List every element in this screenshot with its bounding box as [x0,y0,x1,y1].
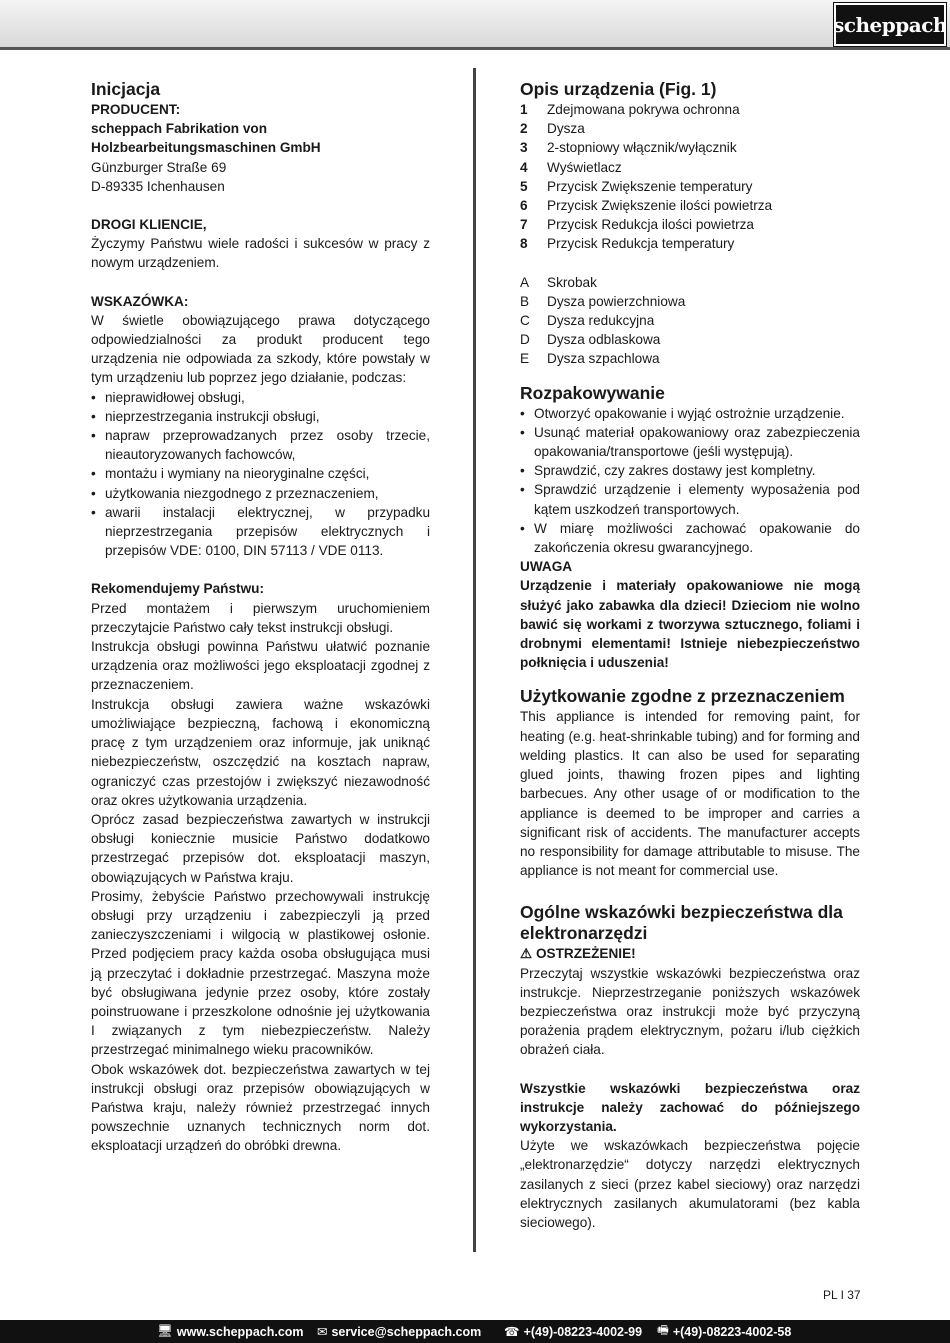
phone-icon: ☎ [504,1325,520,1339]
phone-number: +(49)-08223-4002-99 [523,1324,643,1339]
footer-email[interactable] [317,1324,481,1339]
fax-number: +(49)-08223-4002-58 [672,1324,792,1339]
warning-heading [520,944,860,963]
note-text: W świetle obowiązującego prawa dotyczącego odpowiedzialności za produkt producent tego urządzenia nie odpowiada za szkody, które powstały w tym urządzeniu lub poprzez jego działanie, podczas: [91,312,430,386]
intro-title: Inicjacja [91,79,161,99]
website-link[interactable]: www.scheppach.com [176,1324,304,1339]
unpacking-title: Rozpakowywanie [520,382,665,403]
recommend-paragraph: Instrukcja obsługi powinna Państwu ułatwić poznanie urządzenia oraz możliwości jego eksploatacji zgodnej z przeznaczeniem. [91,639,430,693]
accessories-list [520,273,685,369]
list-item: 8 Przycisk Redukcja temperatury [520,236,735,252]
list-item: • Sprawdzić, czy zakres dostawy jest kompletny. [520,461,860,480]
list-item: A Skrobak [520,274,597,290]
footer-phone [504,1324,642,1339]
column-divider [473,68,476,1252]
safety-title: Ogólne wskazówki bezpieczeństwa dla elektronarzędzi [520,902,843,944]
list-item: • nieprzestrzegania instrukcji obsługi, [91,407,430,426]
device-description-title: Opis urządzenia (Fig. 1) [520,79,717,99]
footer-website[interactable] [157,1324,304,1339]
list-item: 3 2-stopniowy włącznik/wyłącznik [520,140,737,156]
monitor-icon: 🖥 [157,1324,173,1338]
recommend-paragraph: Przed montażem i pierwszym uruchomieniem przeczytajcie Państwo cały tekst instrukcji obsługi. [91,600,430,635]
producer-name-line-1: scheppach Fabrikation von [91,121,268,137]
list-item: 6 Przycisk Zwiększenie ilości powietrza [520,198,773,214]
warning-triangle-icon: ⚠ [520,946,533,962]
list-item: D Dysza odblaskowa [520,332,661,348]
dear-customer-text: Życzymy Państwu wiele radości i sukcesów w pracy z nowym urządzeniem. [91,236,430,271]
note-list [91,388,430,561]
list-item: • montażu i wymiany na nieoryginalne części, [91,464,430,483]
address-line-2: D-89335 Ichenhausen [91,178,225,194]
header-bar [0,0,950,50]
recommend-paragraph: Obok wskazówek dot. bezpieczeństwa zawartych w tej instrukcji obsługi oraz przepisów obowiązujących w Państwa kraju, należy również przestrzegać innych powszechnie uznanych technicznych norm dot. eksploatacji urządzeń do obróbki drewna. [91,1061,430,1154]
list-item: 5 Przycisk Zwiększenie temperatury [520,178,753,194]
list-item: 7 Przycisk Redukcja ilości powietrza [520,217,754,233]
address-line-1: Günzburger Straße 69 [91,159,227,175]
list-item: 1 Zdejmowana pokrywa ochronna [520,102,740,117]
list-item: • awarii instalacji elektrycznej, w przypadku nieprzestrzegania przepisów elektrycznych i przepisów VDE: 0100, DIN 57113 / VDE 0113. [91,503,430,561]
left-column [91,79,430,1156]
power-tool-term-text: Użyte we wskazówkach bezpieczeństwa pojęcie „elektronarzędzie“ dotyczy narzędzi elektrycznych zasilanych z sieci (przez kabel sieciowy) oraz narzędzi elektrycznych zasilanych akumulatorami (bez kabla sieciowego). [520,1138,860,1230]
list-item: • Usunąć materiał opakowaniowy oraz zabezpieczenia opakowania/transportowe (jeśli występują). [520,423,860,461]
list-item: • W miarę możliwości zachować opakowanie do zakończenia okresu gwarancyjnego. [520,519,860,557]
page-number: PL I 37 [823,1288,861,1302]
recommend-paragraph: Instrukcja obsługi zawiera ważne wskazówki umożliwiające bezpieczną, fachową i ekonomiczną pracę z tym urządzeniem oraz informuje, jak uniknąć niebezpieczeństw, oszczędzić na kosztach napraw, ograniczyć czas przestojów i zwiększyć niezawodność oraz okres użytkowania urządzenia. [91,696,430,808]
producer-name-line-2: Holzbearbeitungsmaschinen GmbH [91,140,321,156]
list-item: E Dysza szpachlowa [520,351,660,367]
footer-bar [0,1320,950,1343]
mail-icon: ✉ [317,1325,328,1339]
footer-fax [657,1321,791,1342]
recommend-label: Rekomendujemy Państwu: [91,581,264,597]
fax-icon: 🖷 [657,1323,669,1337]
dear-customer-label: DROGI KLIENCIE, [91,217,207,233]
list-item: 2 Dysza [520,121,585,137]
intended-use-title: Użytkowanie zgodne z przeznaczeniem [520,686,845,707]
unpacking-list [520,404,860,558]
caution-label: UWAGA [520,559,573,575]
list-item: C Dysza redukcyjna [520,313,655,329]
list-item: B Dysza powierzchniowa [520,293,686,309]
intended-use-text: This appliance is intended for removing paint, for heating (e.g. heat-shrinkable tubing) and for forming and welding plastics. It can also be used for separating glued joints, thawing frozen pipes and lighting barbecues. Any other usage of or modification to the appliance is deemed to be improper and carries a significant risk of accidents. The manufacturer accepts no responsibility for damage attributable to misuse. The appliance is not meant for commercial use. [520,709,860,879]
list-item: • napraw przeprowadzanych przez osoby trzecie, nieautoryzowanych fachowców, [91,426,430,464]
producer-label: PRODUCENT: [91,102,181,117]
parts-list [520,100,772,254]
list-item: • użytkowania niezgodnego z przeznaczeniem, [91,484,430,503]
caution-text: Urządzenie i materiały opakowaniowe nie mogą służyć jako zabawka dla dzieci! Dzieciom nie wolno bawić się workami z tworzywa sztucznego, foliami i drobnymi elementami! Istnieje niebezpieczeństwo połknięcia i uduszenia! [520,578,860,671]
note-label: WSKAZÓWKA: [91,293,189,309]
list-item: • Otworzyć opakowanie i wyjąć ostrożnie urządzenie. [520,404,860,423]
scheppach-logo: scheppach [834,3,946,46]
warning-label: OSTRZEŻENIE! [535,946,636,962]
list-item: • nieprawidłowej obsługi, [91,388,430,407]
keep-instructions-text: Wszystkie wskazówki bezpieczeństwa oraz instrukcje należy zachować do późniejszego wykorzystania. [520,1080,860,1134]
right-column [520,79,860,1232]
list-item: 4 Wyświetlacz [520,159,622,175]
recommend-paragraph: Prosimy, żebyście Państwo przechowywali instrukcję obsługi przy urządzeniu i zabezpieczyli ją przed zanieczyszczeniami i wilgocią w plastikowej osłonie. Przed podjęciem pracy każda osoba obsługująca musi ją przeczytać i dokładnie przestrzegać. Maszyna może być obsługiwana jedynie przez osoby, które zostały poinstruowane i przeszkolone odnośnie jej użytkowania I związanych z tym niebezpieczeństw. Należy przestrzegać minimalnego wieku pracowników. [91,888,430,1058]
warning-text: Przeczytaj wszystkie wskazówki bezpieczeństwa oraz instrukcje. Nieprzestrzeganie poniższych wskazówek bezpieczeństwa oraz instrukcji może być przyczyną porażenia prądem elektrycznym, pożaru i/lub ciężkich obrażeń ciała. [520,965,860,1058]
list-item: • Sprawdzić urządzenie i elementy wyposażenia pod kątem uszkodzeń transportowych. [520,480,860,518]
recommend-paragraph: Oprócz zasad bezpieczeństwa zawartych w instrukcji obsługi koniecznie musicie Państwo dodatkowo przestrzegać przepisów dot. eksploatacji maszyn, obowiązujących w Państwa kraju. [91,811,430,885]
email-link[interactable]: service@scheppach.com [331,1324,482,1339]
